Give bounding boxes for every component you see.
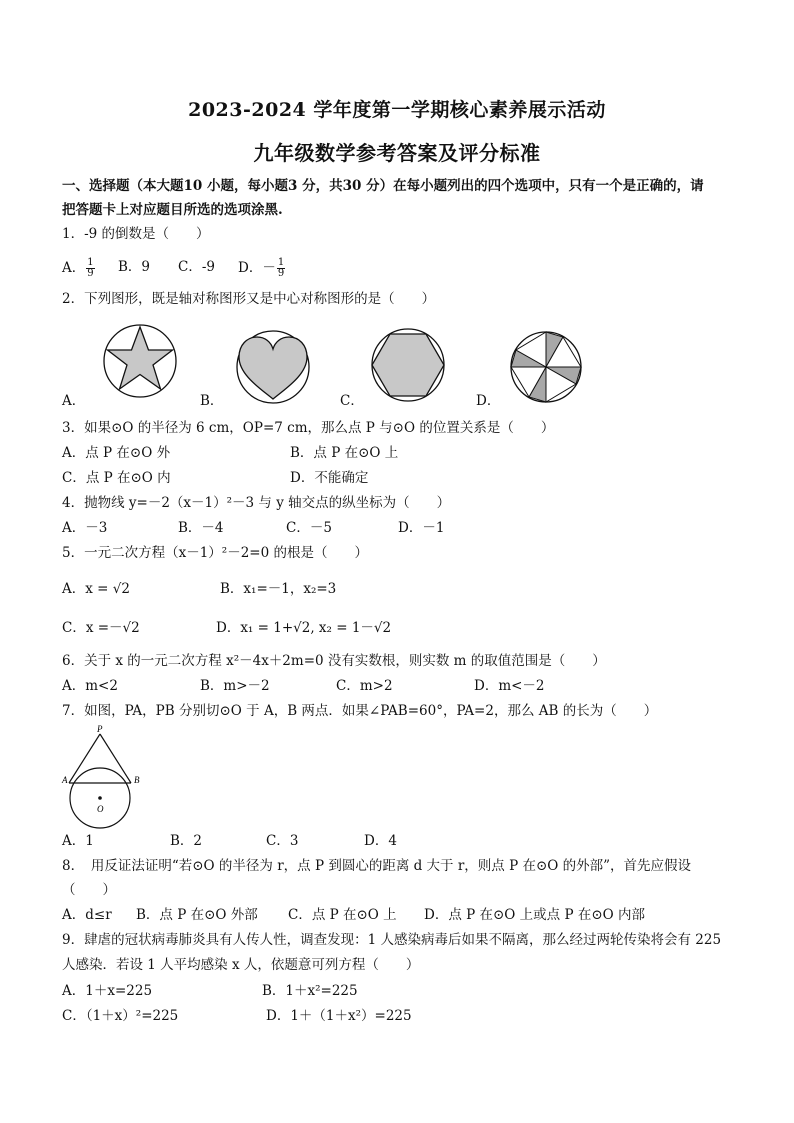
document-subtitle: 九年级数学参考答案及评分标准 [253, 141, 541, 165]
question-7-option-d: D．4 [364, 833, 397, 849]
question-2-option-c: C． [340, 393, 364, 409]
question-1-option-a [62, 258, 96, 279]
question-6-stem: 6．关于 x 的一元二次方程 x²－4x＋2m=0 没有实数根，则实数 m 的取值范围是（ ） [62, 653, 606, 669]
question-5-stem: 5．一元二次方程（x－1）²－2=0 的根是（ ） [62, 545, 368, 561]
fraction-a: $\frac{1}{9}$ [87, 257, 94, 279]
question-8-option-b: B．点 P 在⊙O 外部 [136, 907, 258, 923]
question-5-option-c: C．x =－√2 [62, 620, 140, 636]
question-1-option-b: B．9 [118, 259, 151, 275]
question-9-option-a: A．1＋x=225 [62, 983, 153, 999]
question-5-option-b: B．x₁=－1，x₂=3 [220, 581, 337, 597]
label-b: B [134, 775, 140, 785]
question-1-option-c: C．-9 [178, 259, 215, 275]
question-6-option-c: C．m>2 [336, 678, 393, 694]
question-7-option-a: A．1 [62, 833, 94, 849]
option-d-label: D．－ [238, 260, 276, 276]
question-8-option-a: A．d≤r [62, 907, 112, 923]
heart-in-circle-figure [233, 329, 313, 405]
question-2-option-a: A． [62, 393, 86, 409]
question-9-stem: 9．肆虐的冠状病毒肺炎具有人传人性，调查发现：1 人感染病毒后如果不隔离，那么经过两轮传染将会有 225 [62, 932, 722, 948]
pinwheel-in-circle-figure [508, 329, 584, 405]
question-8-stem-continued: （ ） [62, 882, 116, 898]
question-3-option-d: D．不能确定 [290, 470, 369, 486]
question-5-option-a: A．x = √2 [62, 581, 130, 597]
hexagon-in-circle-figure [368, 327, 448, 403]
section-heading-line2: 把答题卡上对应题目所选的选项涂黑. [62, 202, 283, 218]
question-7-stem: 7．如图，PA，PB 分别切⊙O 于 A，B 两点．如果∠PAB=60°，PA=2，那么 AB 的长为（ ） [62, 703, 658, 719]
label-o: O [97, 804, 104, 814]
question-7-option-c: C．3 [266, 833, 299, 849]
question-2-stem: 2．下列图形，既是轴对称图形又是中心对称图形的是（ ） [62, 291, 436, 307]
question-7-option-b: B．2 [170, 833, 203, 849]
fraction-d: $\frac{1}{9}$ [277, 257, 285, 279]
question-3-option-c: C．点 P 在⊙O 内 [62, 470, 171, 486]
question-3-option-b: B．点 P 在⊙O 上 [290, 445, 399, 461]
question-8-option-d: D．点 P 在⊙O 上或点 P 在⊙O 内部 [424, 907, 645, 923]
section-heading-line1: 一、选择题（本大题10 小题，每小题3 分，共30 分）在每小题列出的四个选项中，只有一个是正确的，请 [62, 178, 704, 194]
question-3-option-a: A．点 P 在⊙O 外 [62, 445, 171, 461]
label-a: A [62, 775, 68, 785]
question-5-option-d: D．x₁ = 1+√2, x₂ = 1－√2 [216, 620, 392, 636]
question-8-option-c: C．点 P 在⊙O 上 [288, 907, 397, 923]
question-4-option-a: A．－3 [62, 520, 108, 536]
star-in-circle-figure [100, 323, 180, 399]
question-6-option-a: A．m<2 [62, 678, 118, 694]
question-6-option-b: B．m>－2 [200, 678, 270, 694]
question-4-option-d: D．－1 [398, 520, 445, 536]
question-9-option-d: D．1＋（1＋x²）=225 [266, 1008, 412, 1024]
question-3-stem: 3．如果⊙O 的半径为 6 cm，OP=7 cm，那么点 P 与⊙O 的位置关系是（ ） [62, 420, 555, 436]
question-1-stem: 1．-9 的倒数是（ ） [62, 226, 210, 242]
tangent-circle-figure [60, 724, 146, 830]
question-9-stem-continued: 人感染．若设 1 人平均感染 x 人，依题意可列方程（ ） [62, 957, 420, 973]
question-9-option-c: C．（1＋x）²=225 [62, 1008, 179, 1024]
question-2-option-b: B． [200, 393, 224, 409]
question-4-stem: 4．抛物线 y=－2（x－1）²－3 与 y 轴交点的纵坐标为（ ） [62, 495, 451, 511]
question-1-option-d [238, 258, 286, 279]
question-2-option-d: D． [476, 393, 501, 409]
question-4-option-b: B．－4 [178, 520, 224, 536]
option-a-label: A． [62, 260, 86, 276]
question-4-option-c: C．－5 [286, 520, 332, 536]
question-8-stem: 8． 用反证法证明“若⊙O 的半径为 r，点 P 到圆心的距离 d 大于 r，则点 P 在⊙O 的外部”，首先应假设 [62, 858, 692, 874]
question-9-option-b: B．1＋x²=225 [262, 983, 358, 999]
question-6-option-d: D．m<－2 [474, 678, 545, 694]
document-title: 2023-2024 学年度第一学期核心素养展示活动 [188, 99, 606, 121]
label-p: P [97, 724, 103, 734]
